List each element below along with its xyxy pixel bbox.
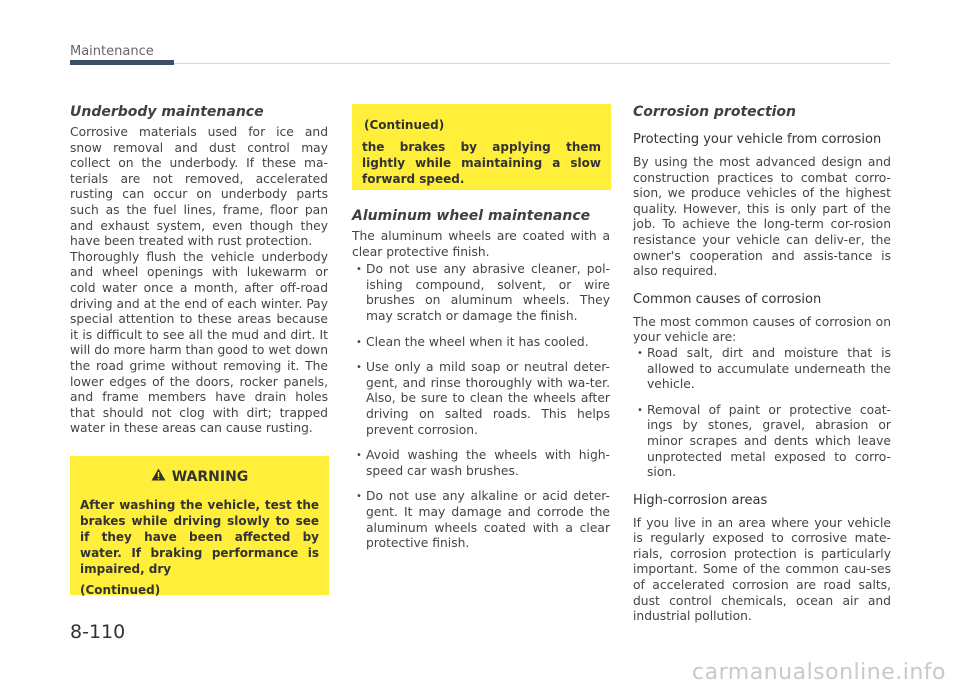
warning-header	[80, 468, 319, 485]
list-item: • Clean the wheel when it has cooled.	[352, 335, 610, 351]
header-bar	[70, 60, 174, 65]
underbody-title: Underbody maintenance	[70, 104, 264, 120]
corrosion-subheading-causes: Common causes of corrosion	[633, 291, 822, 307]
aluminum-title: Aluminum wheel maintenance	[352, 208, 591, 224]
list-item: • Do not use any abrasive cleaner, pol-ishing compound, solvent, or wire brushes on aluminum wheels. They may scratch or damage the finish.	[352, 262, 610, 324]
corrosion-paragraph-2: The most common causes of corrosion on your vehicle are:	[633, 314, 891, 345]
continued-box	[352, 104, 611, 190]
watermark: carmanualsonline.info	[692, 660, 946, 685]
column-aluminum	[352, 208, 610, 562]
continued-label: (Continued)	[364, 118, 445, 132]
warning-box	[70, 456, 329, 595]
column-underbody	[70, 104, 328, 437]
header-label: Maintenance	[70, 44, 154, 59]
list-item: • Removal of paint or protective coat-ings by stones, gravel, abrasion or minor scrapes and dents which leave unprotected metal exposed to corro-sion.	[633, 403, 891, 481]
header-rule	[174, 63, 890, 64]
corrosion-subheading-protecting: Protecting your vehicle from corrosion	[633, 132, 882, 147]
corrosion-paragraph-3: If you live in an area where your vehicle is regularly exposed to corrosive mate-rials, corrosion protection is particularly important. Some of the common cau-ses of accelerated corrosion are road salts, dust control chemicals, ocean air and industrial pollution.	[633, 515, 891, 624]
corrosion-title: Corrosion protection	[633, 104, 797, 120]
list-item: • Road salt, dirt and moisture that is allowed to accumulate underneath the vehicle.	[633, 346, 891, 393]
list-item: • Avoid washing the wheels with high-speed car wash brushes.	[352, 448, 610, 479]
column-corrosion	[633, 104, 891, 625]
page-number: 8-110	[70, 621, 126, 643]
warning-triangle-icon	[151, 468, 166, 485]
corrosion-subheading-high: High-corrosion areas	[633, 492, 768, 508]
underbody-paragraph-1: Corrosive materials used for ice and snow removal and dust control may collect on the underbody. If these ma-terials are not removed, accelerated rusting can occur on underbody parts such as the fuel lines, frame, floor pan and exhaust system, even though they have been treated with rust protection.	[70, 125, 328, 249]
corrosion-paragraph-1: By using the most advanced design and construction practices to combat corro-sion, we produce vehicles of the highest quality. However, this is only part of the job. To achieve the long-term cor-rosion resistance your vehicle can deliv-er, the owner's cooperation and assis-tance is also required.	[633, 155, 891, 279]
warning-text: After washing the vehicle, test the brakes while driving slowly to see if they have been affected by water. If braking performance is impaired, dry	[80, 498, 319, 576]
aluminum-intro: The aluminum wheels are coated with a clear protective finish.	[352, 229, 610, 259]
warning-label: WARNING	[171, 468, 249, 485]
corrosion-bullet-list	[633, 346, 891, 481]
list-item: • Do not use any alkaline or acid deter-gent. It may damage and corrode the aluminum wheels coated with a clear protective finish.	[352, 489, 610, 551]
underbody-paragraph-2: Thoroughly flush the vehicle underbody and wheel openings with lukewarm or cold water once a month, after off-road driving and at the end of each winter. Pay special attention to these areas because it is difficult to see all the mud and dirt. It will do more harm than good to wet down the road grime without removing it. The lower edges of the doors, rocker panels, and frame members have drain holes that should not clog with dirt; trapped water in these areas can cause rusting.	[70, 249, 328, 436]
warning-continued: (Continued)	[80, 583, 161, 597]
aluminum-bullet-list	[352, 262, 610, 552]
list-item: • Use only a mild soap or neutral deter-gent, and rinse thoroughly with wa-ter. Also, be sure to clean the wheels after driving on salted roads. This helps prevent corrosion.	[352, 360, 610, 438]
continued-text: the brakes by applying them lightly while maintaining a slow forward speed.	[362, 140, 601, 186]
